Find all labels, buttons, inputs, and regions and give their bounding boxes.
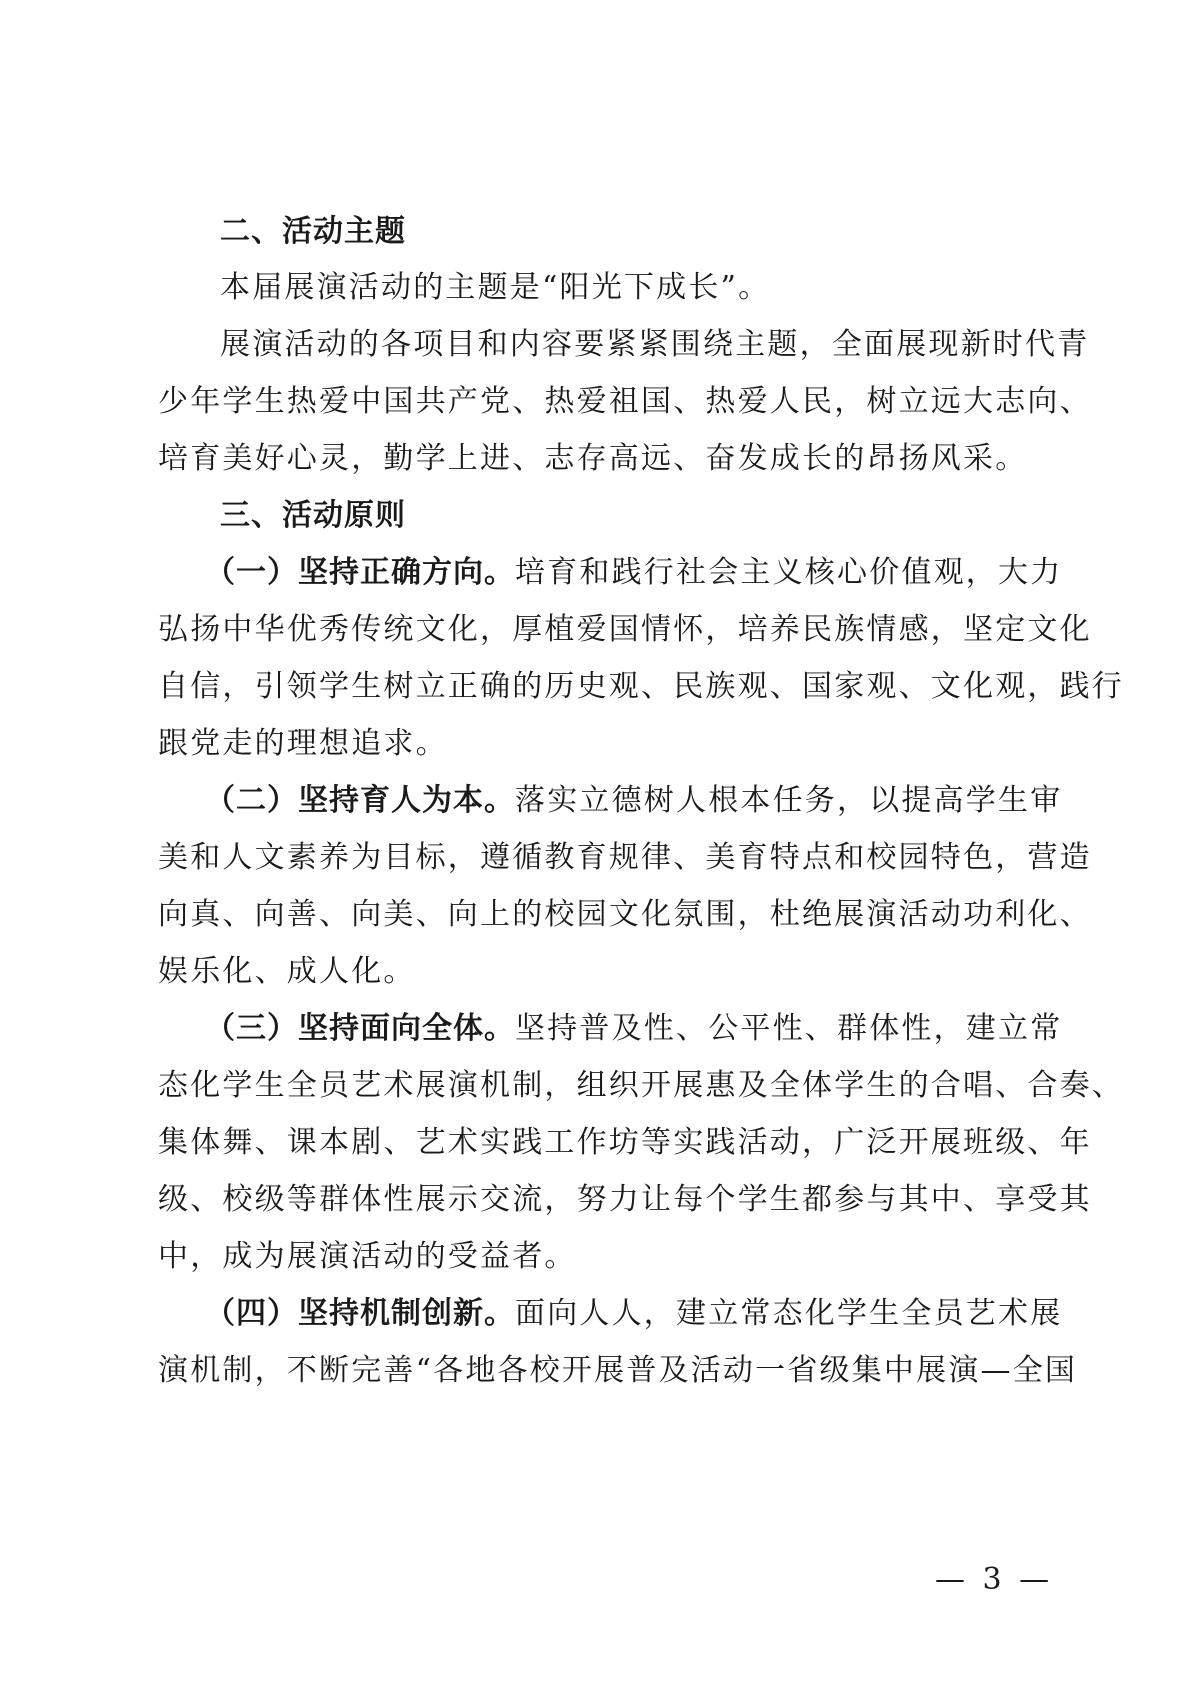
principle-text: 面向人人，建立常态化学生全员艺术展 — [515, 1296, 1063, 1331]
principle-text: 坚持普及性、公平性、群体性，建立常 — [515, 1011, 1063, 1046]
principle-text: 落实立德树人根本任务，以提高学生审 — [515, 783, 1063, 818]
principle-line: 级、校级等群体性展示交流，努力让每个学生都参与其中、享受其 — [158, 1182, 1092, 1217]
principle-line: 娱乐化、成人化。 — [158, 954, 416, 989]
principle-first-line — [205, 553, 1105, 593]
principle-title: （二）坚持育人为本。 — [205, 783, 515, 818]
principle-text: 培育和践行社会主义核心价值观，大力 — [515, 555, 1063, 590]
principle-line: 跟党走的理想追求。 — [158, 726, 448, 761]
principle-first-line — [205, 781, 1105, 821]
principle-line: 向真、向善、向美、向上的校园文化氛围，杜绝展演活动功利化、 — [158, 897, 1092, 932]
principle-first-line — [205, 1294, 1105, 1334]
principle-title: （三）坚持面向全体。 — [205, 1011, 515, 1046]
principle-line: 弘扬中华优秀传统文化，厚植爱国情怀，培养民族情感，坚定文化 — [158, 612, 1092, 647]
principle-first-line — [205, 1009, 1105, 1049]
theme-paragraph: 本届展演活动的主题是“阳光下成长”。 — [220, 270, 771, 305]
principle-line: 中，成为展演活动的受益者。 — [158, 1239, 577, 1274]
page-number: — 3 — — [935, 1562, 1054, 1597]
principle-line: 自信，引领学生树立正确的历史观、民族观、国家观、文化观，践行 — [158, 669, 1124, 704]
principle-line: 态化学生全员艺术展演机制，组织开展惠及全体学生的合唱、合奏、 — [158, 1068, 1124, 1103]
principle-title: （一）坚持正确方向。 — [205, 555, 515, 590]
theme-detail-line: 展演活动的各项目和内容要紧紧围绕主题，全面展现新时代青 — [220, 327, 1090, 362]
theme-detail-line: 少年学生热爱中国共产党、热爱祖国、热爱人民，树立远大志向、 — [158, 384, 1092, 419]
principle-title: （四）坚持机制创新。 — [205, 1296, 515, 1331]
section-heading-principles: 三、活动原则 — [220, 498, 406, 533]
principle-line: 集体舞、课本剧、艺术实践工作坊等实践活动，广泛开展班级、年 — [158, 1125, 1092, 1160]
principle-line: 美和人文素养为目标，遵循教育规律、美育特点和校园特色，营造 — [158, 840, 1092, 875]
section-heading-theme: 二、活动主题 — [220, 214, 406, 249]
theme-detail-line: 培育美好心灵，勤学上进、志存高远、奋发成长的昂扬风采。 — [158, 441, 1028, 476]
principle-line: 演机制，不断完善“各地各校开展普及活动一省级集中展演—全国 — [158, 1353, 1078, 1388]
